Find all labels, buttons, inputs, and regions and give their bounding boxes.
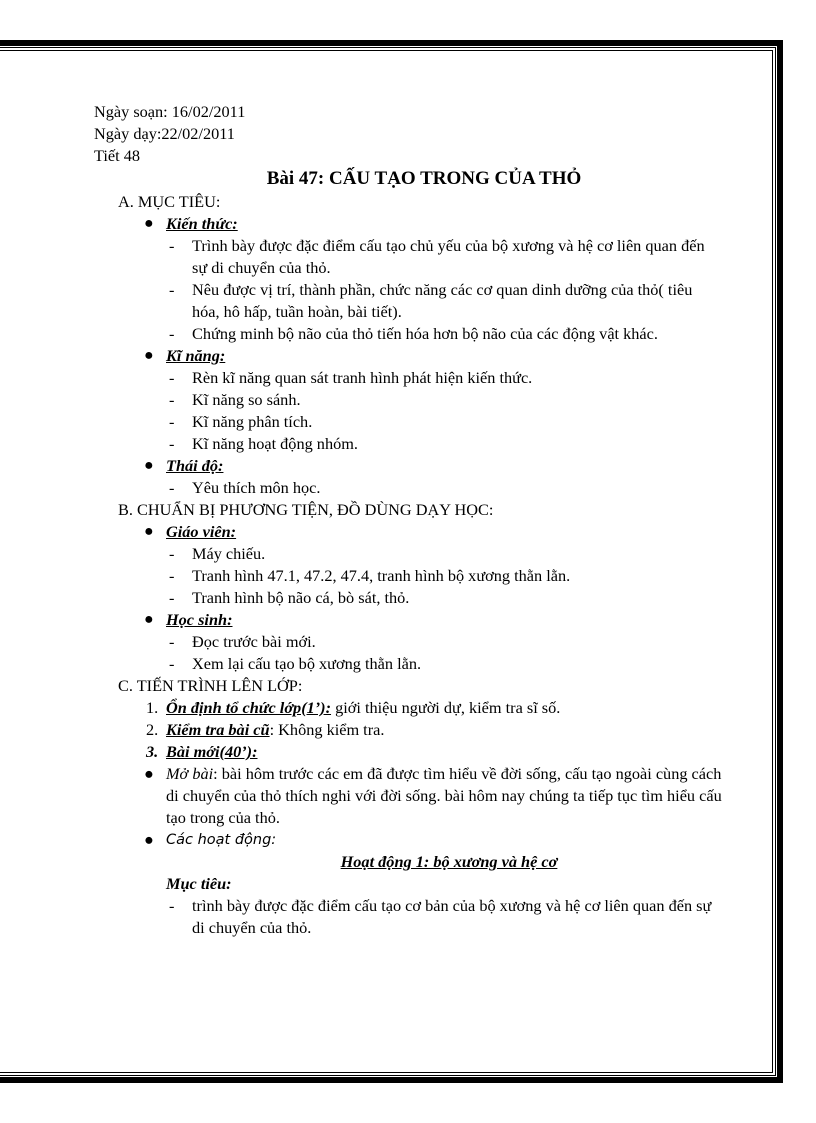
mo-bai bbox=[94, 763, 722, 829]
list-item: - Rèn kĩ năng quan sát tranh hình phát hiện kiến thức. bbox=[169, 368, 533, 387]
list-item: - Tranh hình 47.1, 47.2, 47.4, tranh hình bộ xương thằn lằn. bbox=[169, 566, 571, 585]
list-item: - trình bày được đặc điểm cấu tạo cơ bản của bộ xương và hệ cơ liên quan đến sự di chuyển của thỏ. bbox=[169, 896, 712, 937]
thai-do-label: Thái độ: bbox=[166, 456, 224, 475]
hoat-dong-1-heading: Hoạt động 1: bộ xương và hệ cơ bbox=[340, 852, 558, 871]
mo-bai-label: Mở bài bbox=[166, 764, 214, 783]
bullet-icon: ● bbox=[144, 347, 154, 364]
bullet-icon: ● bbox=[144, 523, 154, 540]
step-2-label: Kiểm tra bài cũ bbox=[166, 720, 270, 739]
section-b-heading: B. CHUẨN BỊ PHƯƠNG TIỆN, ĐỒ DÙNG DẠY HỌC: bbox=[118, 500, 494, 519]
list-item: - Xem lại cấu tạo bộ xương thằn lằn. bbox=[169, 654, 422, 673]
ngay-day: Ngày dạy:22/02/2011 bbox=[94, 124, 235, 143]
step-1-text: giới thiệu người dự, kiểm tra sĩ số. bbox=[331, 698, 561, 717]
list-item: - Nêu được vị trí, thành phần, chức năng các cơ quan dinh dưỡng của thỏ( tiêu hóa, hô hấp, tuần hoàn, bài tiết). bbox=[169, 280, 693, 321]
list-item: - Kĩ năng phân tích. bbox=[169, 412, 313, 431]
list-item: - Tranh hình bộ não cá, bò sát, thỏ. bbox=[169, 588, 410, 607]
step-2-text: : Không kiểm tra. bbox=[269, 720, 385, 739]
bullet-icon: ● bbox=[144, 764, 154, 783]
step-2: 2. Kiểm tra bài cũ: Không kiểm tra. bbox=[146, 720, 385, 739]
step-3: 3. Bài mới(40’): bbox=[146, 742, 258, 761]
list-item: - Kĩ năng so sánh. bbox=[169, 390, 301, 409]
section-c-heading: C. TIẾN TRÌNH LÊN LỚP: bbox=[118, 676, 303, 695]
bullet-icon: ● bbox=[144, 830, 154, 849]
list-item: - Chứng minh bộ não của thỏ tiến hóa hơn bộ não của các động vật khác. bbox=[169, 324, 658, 343]
ki-nang-label: Kĩ năng: bbox=[166, 346, 226, 365]
thai-do-heading bbox=[94, 455, 714, 477]
giao-vien-heading bbox=[94, 521, 714, 543]
ki-nang-heading bbox=[94, 345, 714, 367]
kien-thuc-heading bbox=[94, 213, 714, 235]
step-3-label: Bài mới(40’): bbox=[166, 742, 258, 761]
list-item: - Kĩ năng hoạt động nhóm. bbox=[169, 434, 358, 453]
giao-vien-label: Giáo viên: bbox=[166, 522, 237, 541]
muc-tieu-label: Mục tiêu: bbox=[166, 874, 232, 893]
bullet-icon: ● bbox=[144, 611, 154, 628]
tiet: Tiết 48 bbox=[94, 146, 140, 165]
ngay-soan: Ngày soạn: 16/02/2011 bbox=[94, 102, 246, 121]
kien-thuc-label: Kiến thức: bbox=[166, 214, 238, 233]
lesson-title: Bài 47: CẤU TẠO TRONG CỦA THỎ bbox=[266, 168, 582, 189]
step-1-label: Ổn định tổ chức lớp(1’): bbox=[166, 698, 332, 717]
cac-hoat-dong: ● Các hoạt động: bbox=[144, 830, 277, 849]
bullet-icon: ● bbox=[144, 457, 154, 474]
hoc-sinh-label: Học sinh: bbox=[166, 610, 233, 629]
section-a-heading: A. MỤC TIÊU: bbox=[118, 192, 221, 211]
hoc-sinh-heading bbox=[94, 609, 714, 631]
list-item: - Đọc trước bài mới. bbox=[169, 632, 316, 651]
mo-bai-text: : bài hôm trước các em đã được tìm hiểu về đời sống, cấu tạo ngoài cùng cách di chuyển của thỏ thích nghi với đời sống. bài hôm nay chúng ta tiếp tục tìm hiểu cấu tạo trong của thỏ. bbox=[166, 764, 722, 827]
list-item: - Máy chiếu. bbox=[169, 544, 266, 563]
list-item: - Trình bày được đặc điểm cấu tạo chủ yếu của bộ xương và hệ cơ liên quan đến sự di chuyển của thỏ. bbox=[169, 236, 705, 277]
lesson-plan-document bbox=[94, 101, 722, 939]
bullet-icon: ● bbox=[144, 215, 154, 232]
step-1: 1. Ổn định tổ chức lớp(1’): giới thiệu người dự, kiểm tra sĩ số. bbox=[146, 698, 561, 717]
list-item: - Yêu thích môn học. bbox=[169, 478, 321, 497]
